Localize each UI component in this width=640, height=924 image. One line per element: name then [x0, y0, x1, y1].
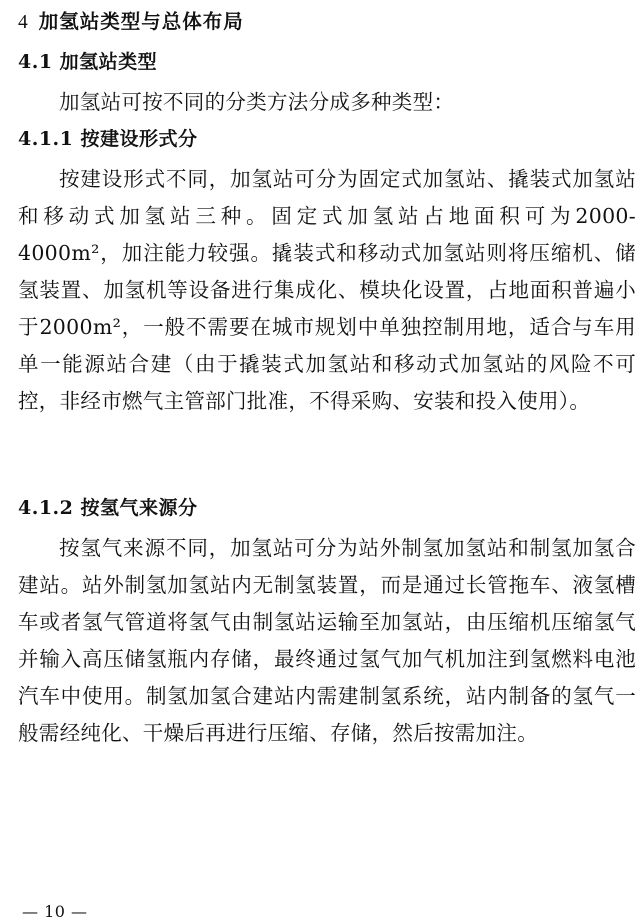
section-heading	[18, 6, 244, 34]
section-number: 4	[18, 12, 29, 33]
paragraph-construction: 按建设形式不同，加氢站可分为固定式加氢站、撬装式加氢站和移动式加氢站三种。固定式加氢站占地面积可为2000-4000m²，加注能力较强。撬装式和移动式加氢站则将压缩机、储氢装置、加氢机等设备进行集成化、模块化设置，占地面积普遍小于2000m²，一般不需要在城市规划中单独控制用地，适合与车用单一能源站合建（由于撬装式加氢站和移动式加氢站的风险不可控，非经市燃气主管部门批准，不得采购、安装和投入使用）。	[18, 167, 636, 413]
paragraph-hydrogen-source: 按氢气来源不同，加氢站可分为站外制氢加氢站和制氢加氢合建站。站外制氢加氢站内无制氢装置，而是通过长管拖车、液氢槽车或者氢气管道将氢气由制氢站运输至加氢站，由压缩机压缩氢气并输入高压储氢瓶内存储，最终通过氢气加气机加注到氢燃料电池汽车中使用。制氢加氢合建站内需建制氢系统，站内制备的氢气一般需经纯化、干燥后再进行压缩、存储，然后按需加注。	[18, 536, 636, 745]
intro-paragraph: 加氢站可按不同的分类方法分成多种类型：	[59, 90, 455, 114]
item-heading-hydrogen-source: 4.1.2 按氢气来源分	[18, 497, 198, 519]
section-title: 加氢站类型与总体布局	[38, 10, 244, 33]
subsection-heading: 4.1 加氢站类型	[18, 51, 158, 73]
page-number: — 10 —	[22, 902, 88, 921]
item-heading-construction: 4.1.1 按建设形式分	[18, 128, 198, 150]
